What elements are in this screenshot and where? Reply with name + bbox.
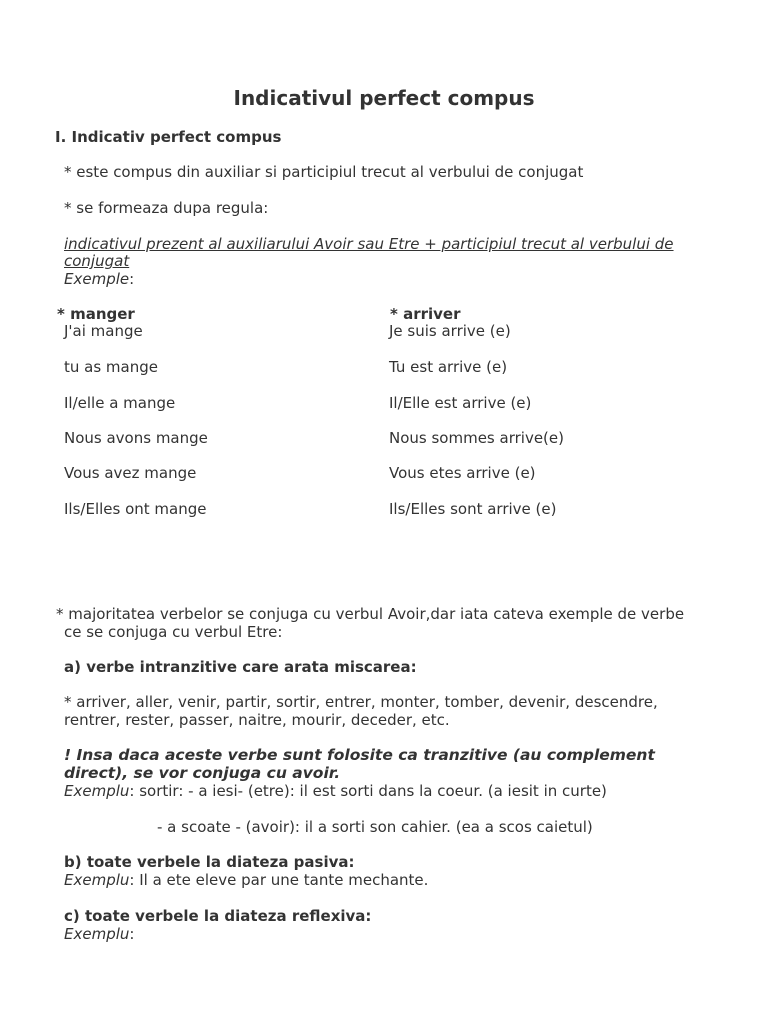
exemplu-text: : Il a ete eleve par une tante mechante. bbox=[129, 871, 429, 889]
manger-row: Vous avez mange bbox=[64, 464, 197, 482]
manger-row: Ils/Elles ont mange bbox=[64, 500, 207, 518]
heading-c: c) toate verbele la diateza reflexiva: bbox=[64, 907, 372, 925]
manger-row: tu as mange bbox=[64, 358, 158, 376]
arriver-row: Nous sommes arrive(e) bbox=[389, 429, 564, 447]
exemplu-label: Exemplu bbox=[64, 871, 130, 889]
arriver-row: Vous etes arrive (e) bbox=[389, 464, 536, 482]
verbs-line-2: rentrer, rester, passer, naitre, mourir, deceder, etc. bbox=[64, 711, 450, 729]
section-heading: I. Indicativ perfect compus bbox=[55, 128, 282, 146]
exemplu-reflexiva bbox=[64, 925, 134, 943]
arriver-row: Ils/Elles sont arrive (e) bbox=[389, 500, 557, 518]
heading-b: b) toate verbele la diateza pasiva: bbox=[64, 853, 355, 871]
heading-a: a) verbe intranzitive care arata miscarea: bbox=[64, 658, 417, 676]
exemplu-text: : bbox=[129, 925, 135, 943]
warning-line-1: ! Insa daca aceste verbe sunt folosite ca tranzitive (au complement bbox=[64, 746, 655, 764]
arriver-heading: * arriver bbox=[390, 305, 461, 323]
manger-row: Il/elle a mange bbox=[64, 394, 176, 412]
exemple-line bbox=[64, 270, 134, 288]
exemple-colon: : bbox=[129, 270, 135, 288]
rule-line-1: indicativul prezent al auxiliarului Avoir sau Etre + participiul trecut al verbului de bbox=[64, 235, 674, 253]
manger-heading: * manger bbox=[57, 305, 135, 323]
exemplu-pasiva bbox=[64, 871, 428, 889]
majority-line-1: * majoritatea verbelor se conjuga cu verbul Avoir,dar iata cateva exemple de verbe bbox=[56, 605, 685, 623]
exemplu-scoate: - a scoate - (avoir): il a sorti son cahier. (ea a scos caietul) bbox=[157, 818, 593, 836]
manger-row: J'ai mange bbox=[64, 322, 143, 340]
page-title: Indicativul perfect compus bbox=[233, 86, 535, 110]
arriver-row: Il/Elle est arrive (e) bbox=[389, 394, 532, 412]
exemplu-label: Exemplu bbox=[64, 925, 130, 943]
arriver-row: Je suis arrive (e) bbox=[389, 322, 511, 340]
rule-line-2: conjugat bbox=[64, 252, 130, 270]
bullet-formeaza: * se formeaza dupa regula: bbox=[64, 199, 269, 217]
warning-line-2: direct), se vor conjuga cu avoir. bbox=[64, 764, 341, 782]
exemplu-sortir bbox=[64, 782, 607, 800]
exemple-label: Exemple bbox=[64, 270, 130, 288]
verbs-line-1: * arriver, aller, venir, partir, sortir, entrer, monter, tomber, devenir, descendre, bbox=[64, 693, 658, 711]
bullet-compus: * este compus din auxiliar si participiul trecut al verbului de conjugat bbox=[64, 163, 584, 181]
majority-line-2: ce se conjuga cu verbul Etre: bbox=[64, 623, 283, 641]
exemplu-label: Exemplu bbox=[64, 782, 130, 800]
exemplu-text: : sortir: - a iesi- (etre): il est sorti dans la coeur. (a iesit in curte) bbox=[129, 782, 607, 800]
arriver-row: Tu est arrive (e) bbox=[389, 358, 508, 376]
manger-row: Nous avons mange bbox=[64, 429, 208, 447]
